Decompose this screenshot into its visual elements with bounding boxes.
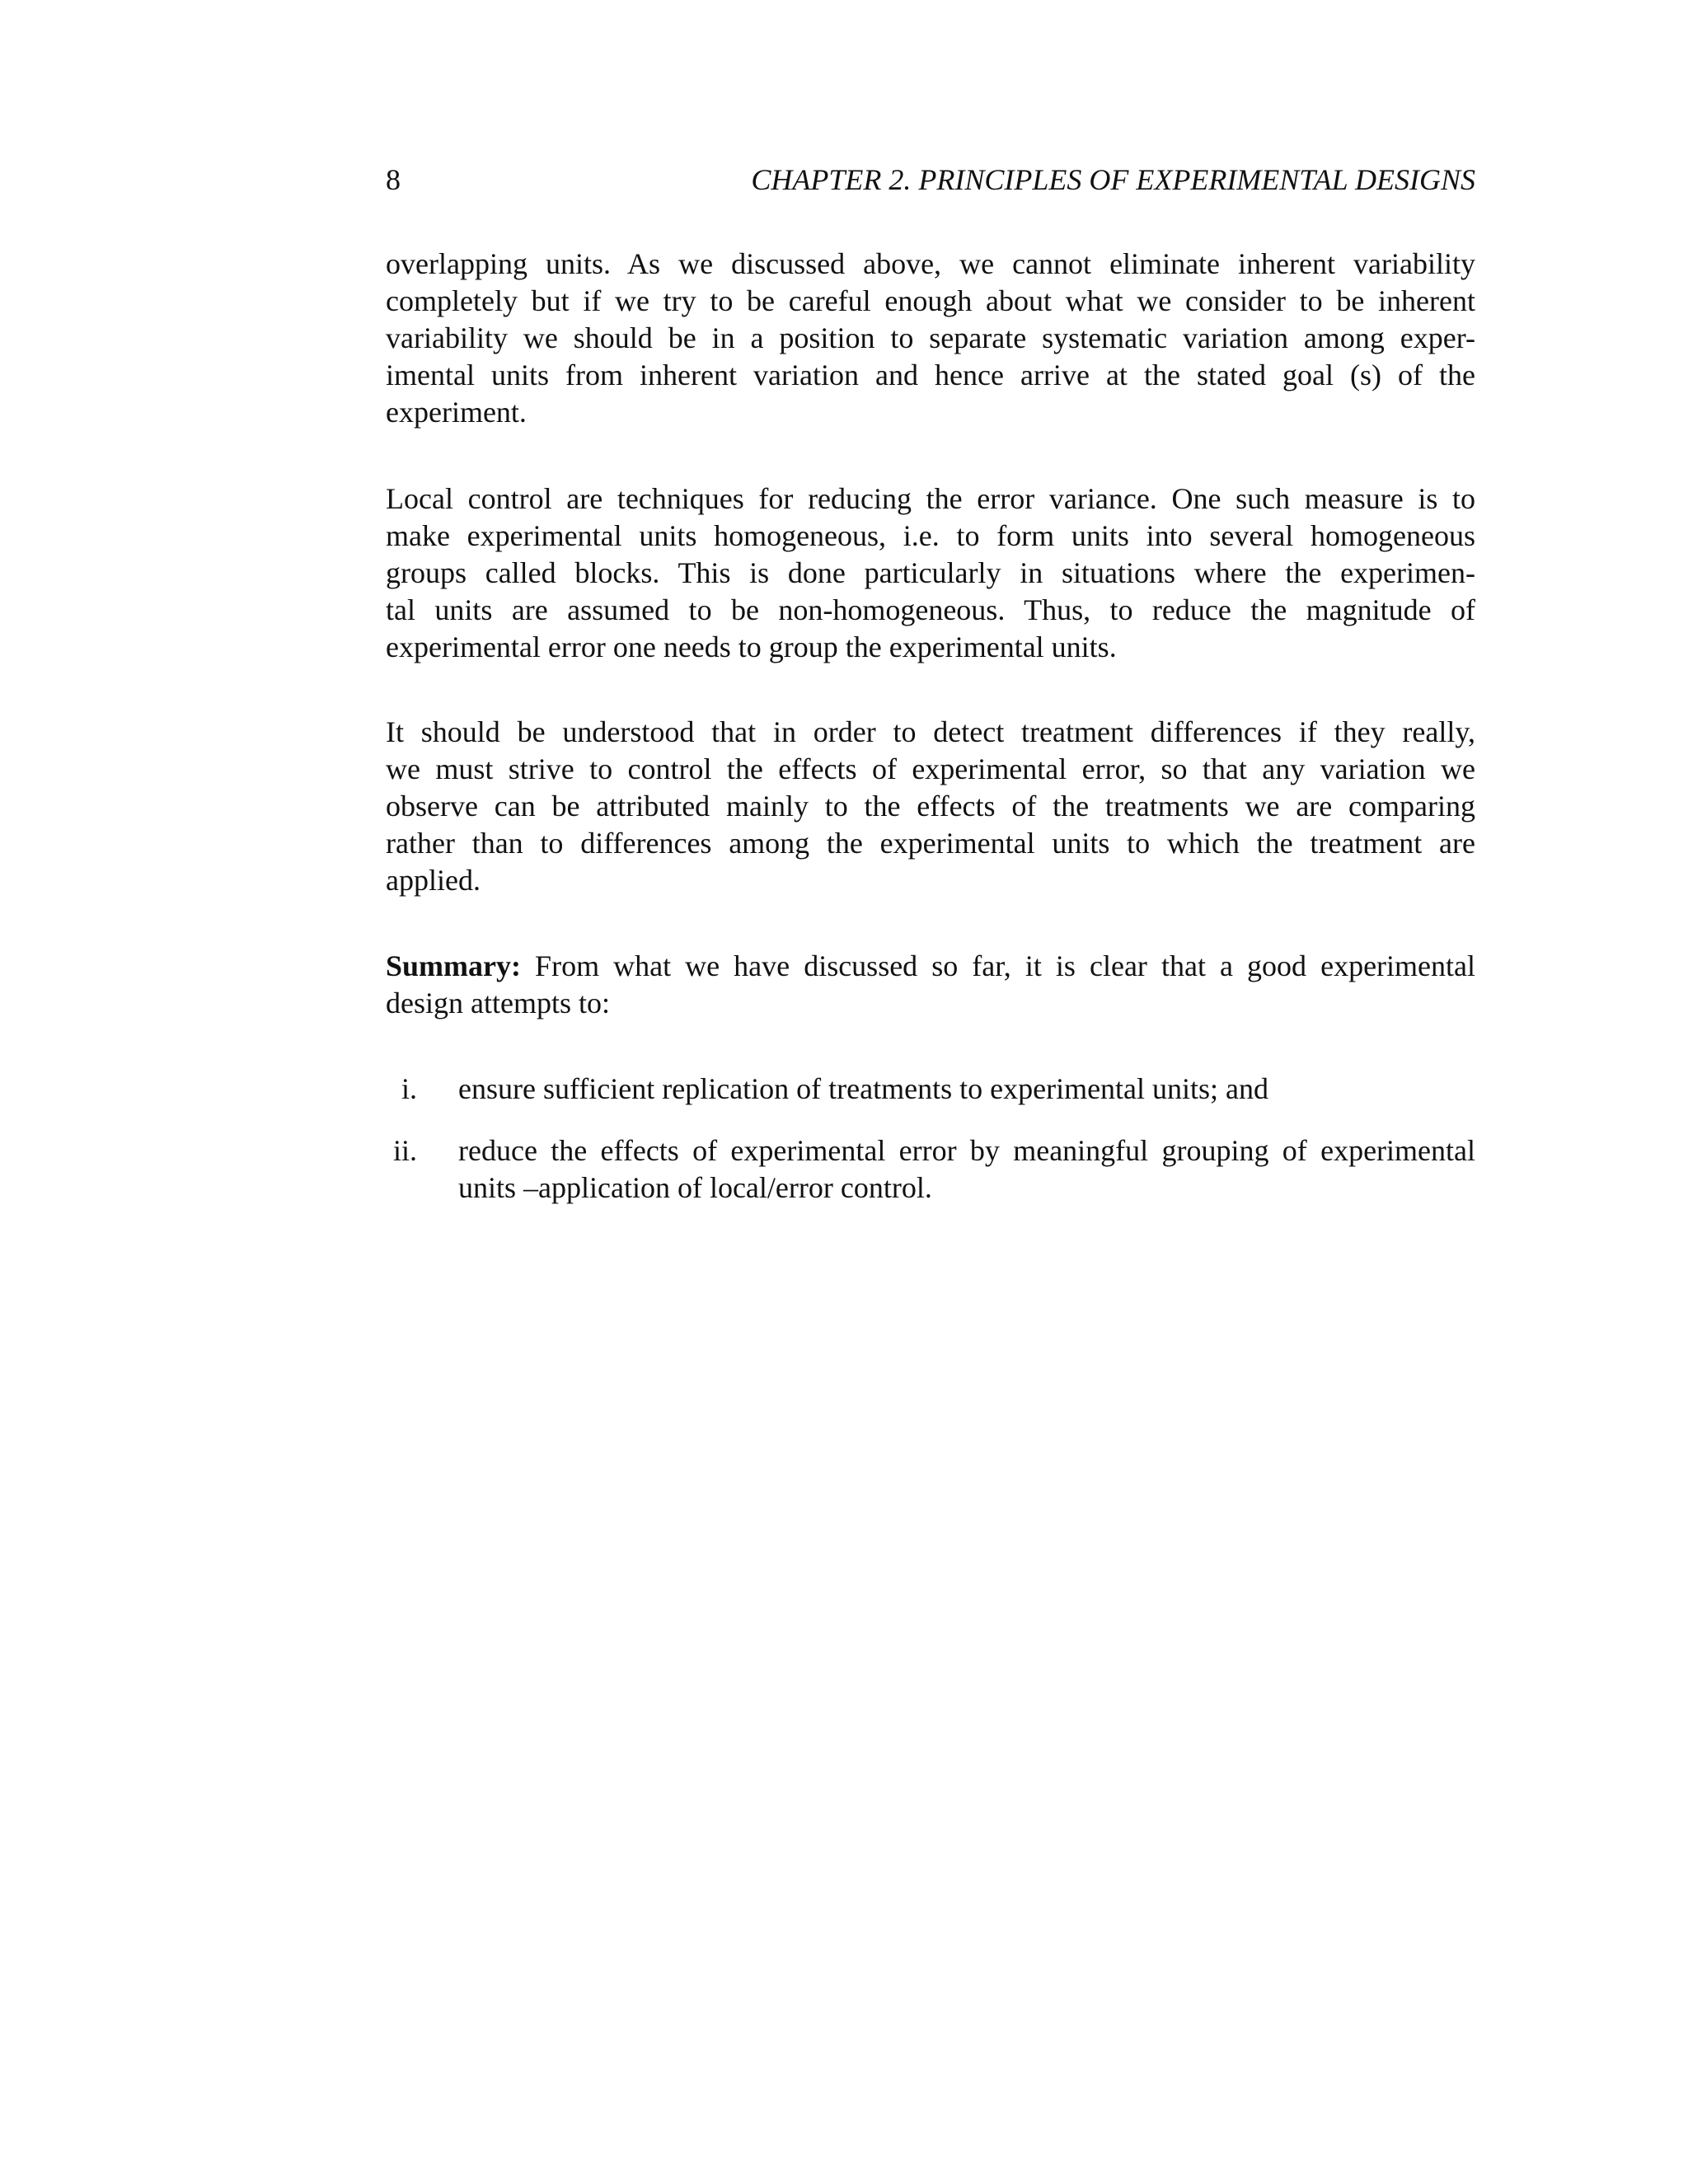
text-line: groups called blocks. This is done particularly in situations where the experimen- — [386, 556, 1475, 589]
text-line: rather than to differences among the experimental units to which the treatment are — [386, 827, 1475, 860]
text-line: design attempts to: — [386, 987, 610, 1019]
text-line: tal units are assumed to be non-homogeneous. Thus, to reduce the magnitude of — [386, 593, 1475, 626]
text-line: ensure sufficient replication of treatments to experimental units; and — [458, 1072, 1269, 1105]
list-marker: ii. — [392, 1134, 417, 1167]
text-line: overlapping units. As we discussed above, we cannot eliminate inherent variability — [386, 247, 1475, 280]
list-item — [386, 1071, 1475, 1108]
text-line: we must strive to control the effects of experimental error, so that any variation we — [386, 752, 1475, 785]
paragraph-treatment-differences — [386, 714, 1475, 899]
summary-label: Summary: — [386, 949, 521, 982]
text-line: applied. — [386, 864, 481, 897]
text-line: imental units from inherent variation and hence arrive at the stated goal (s) of the — [386, 359, 1475, 391]
text-line: It should be understood that in order to detect treatment differences if they really, — [386, 715, 1475, 748]
text-line: make experimental units homogeneous, i.e. to form units into several homogeneous — [386, 519, 1475, 552]
text-line: reduce the effects of experimental error by meaningful grouping of experimental — [458, 1134, 1475, 1167]
summary-text: From what we have discussed so far, it is clear that a good experimental — [521, 949, 1475, 982]
text-line: variability we should be in a position to separate systematic variation among exper- — [386, 321, 1475, 354]
text-line — [386, 948, 1475, 985]
text-line: Local control are techniques for reducing the error variance. One such measure is to — [386, 482, 1475, 515]
text-line: experimental error one needs to group the experimental units. — [386, 630, 1117, 663]
page-number: 8 — [386, 163, 401, 196]
text-line: experiment. — [386, 396, 527, 429]
chapter-title: CHAPTER 2. PRINCIPLES OF EXPERIMENTAL DESIGNS — [751, 163, 1475, 196]
text-line: units –application of local/error control. — [458, 1171, 932, 1204]
paragraph-inherent-variability — [386, 246, 1475, 431]
list-item — [386, 1132, 1475, 1207]
text-line: completely but if we try to be careful enough about what we consider to be inherent — [386, 284, 1475, 317]
list-marker: i. — [401, 1072, 417, 1105]
paragraph-local-control — [386, 480, 1475, 666]
summary-paragraph — [386, 948, 1475, 1022]
text-line: observe can be attributed mainly to the effects of the treatments we are comparing — [386, 790, 1475, 823]
